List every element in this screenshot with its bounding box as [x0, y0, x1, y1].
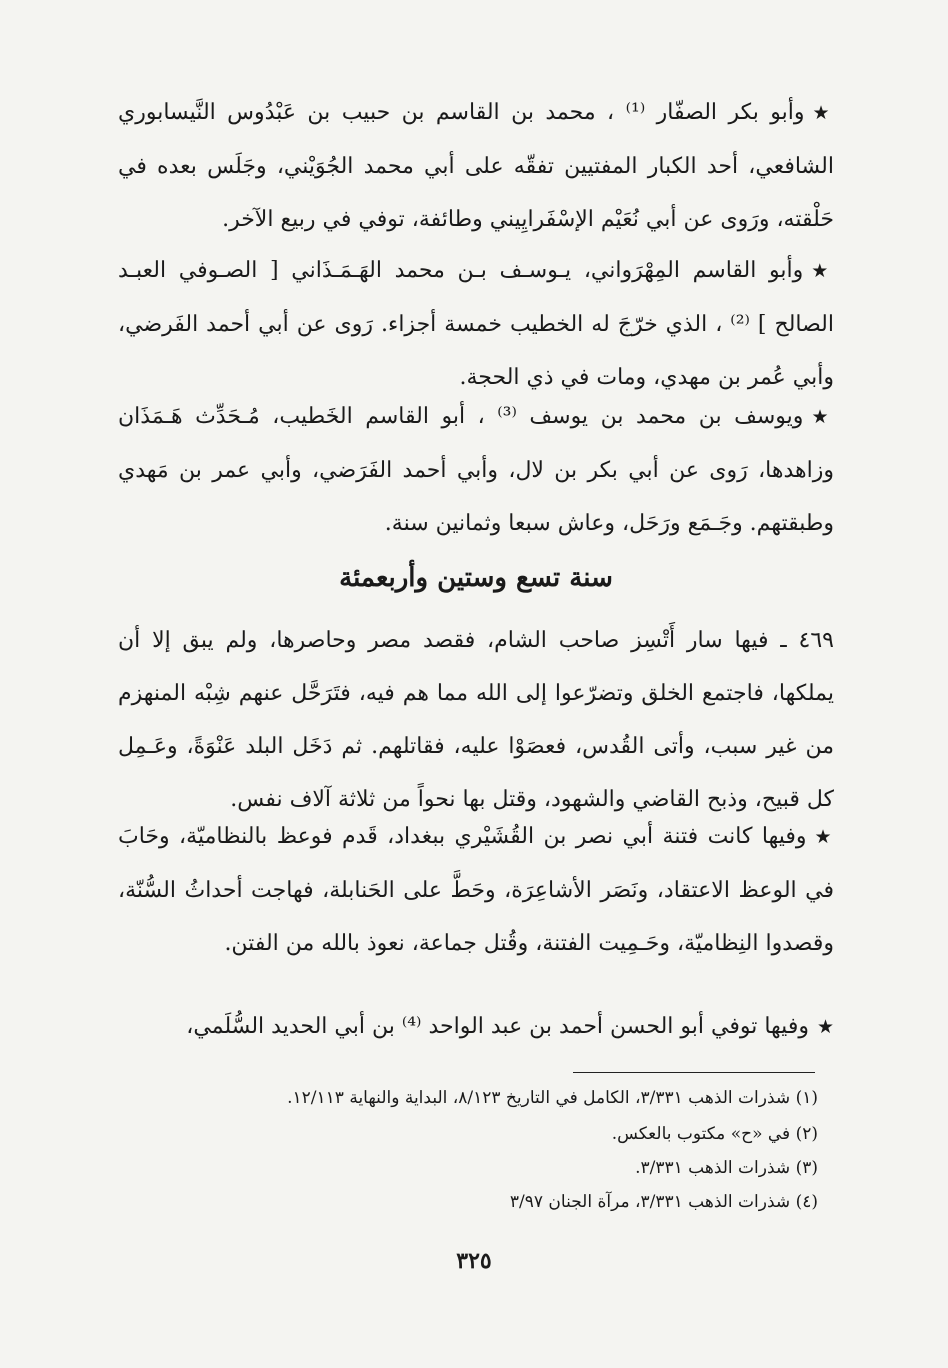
event-text: ـ فيها سار أَتْسِز صاحب الشام، فقصد مصر وحاصرها، ولم يبق إلا أن يملكها، فاجتمع الخلق وتضرّعوا إلى الله مما هم فيه، فتَرَحَّل عنهم شِبْه المنهزم من غير سبب، وأتى القُدس، فعصَوْا عليه، فقاتلهم. ثم دَخَل البلد عَنْوَةً، وعَـمِل كل قبيح، وذبح القاضي والشهود، وقتل بها نحواً من ثلاثة آلاف نفس.: [118, 628, 834, 812]
star-icon: ★: [816, 1016, 834, 1038]
footnote-4: [150, 1191, 818, 1213]
entry-text: ويوسف بن محمد بن يوسف ⁽³⁾ ، أبو القاسم الخَطيب، مُـحَدِّث هَـمَذَان وزاهدها، رَوى عن أبي بكر بن لال، وأبي أحمد الفَرَضي، وأبي عمر بن مَهدي وطبقتهم. وجَـمَع ورَحَل، وعاش سبعا وثمانين سنة.: [118, 404, 834, 536]
star-icon: ★: [812, 102, 834, 124]
year-heading: سنة تسع وستين وأربعمئة: [339, 563, 613, 593]
entry-qushayri: [118, 810, 834, 970]
footnote-1: [150, 1087, 818, 1109]
footnote-divider: [573, 1072, 815, 1073]
entry-text: وأبو بكر الصفّار ⁽¹⁾ ، محمد بن القاسم بن حبيب بن عَبْدُوس النَّيسابوري الشافعي، أحد الكبار المفتيين تفقّه على أبي محمد الجُوَيْني، وجَلَس بعده في حَلْقته، ورَوى عن أبي نُعَيْم الإسْفَرايِيني وطائفة، توفي في ربيع الآخر.: [118, 100, 834, 232]
entry-safar: [118, 86, 834, 246]
entry-text: وفيها توفي أبو الحسن أحمد بن عبد الواحد ⁽⁴⁾ بن أبي الحديد السُّلَمي،: [186, 1014, 809, 1039]
entry-sulami: [118, 1000, 834, 1054]
entry-text: وفيها كانت فتنة أبي نصر بن القُشَيْري ببغداد، قَدم فوعظ بالنظاميّة، وحَابَ في الوعظ الاعتقاد، ونَصَر الأشاعِرَة، وحَطَّ على الحَنابلة، فهاجت أحداثُ السُّنّة، وقصدوا النِظاميّة، وحَـمِيت الفتنة، وقُتل جماعة، نعوذ بالله من الفتن.: [118, 824, 834, 956]
page-number: ٣٢٥: [456, 1248, 492, 1274]
footnote-number: (١): [795, 1088, 818, 1108]
footnote-text: في «ح» مكتوب بالعكس.: [611, 1124, 791, 1144]
star-icon: ★: [811, 406, 834, 428]
footnote-text: شذرات الذهب ٣/٣٣١.: [635, 1158, 791, 1178]
entry-mihrawani: [118, 244, 834, 404]
footnote-number: (٢): [795, 1124, 818, 1144]
event-number: ٤٦٩: [798, 628, 834, 653]
footnote-text: شذرات الذهب ٣/٣٣١، الكامل في التاريخ ٨/١٢٣، البداية والنهاية ١٢/١١٣.: [287, 1088, 791, 1108]
entry-yusuf: [118, 390, 834, 550]
footnote-text: شذرات الذهب ٣/٣٣١، مرآة الجنان ٣/٩٧: [509, 1192, 791, 1212]
footnote-number: (٣): [795, 1158, 818, 1178]
star-icon: ★: [811, 260, 834, 282]
footnote-3: [150, 1157, 818, 1179]
footnote-2: [150, 1123, 818, 1145]
event-469: [118, 614, 834, 826]
footnote-number: (٤): [795, 1192, 818, 1212]
star-icon: ★: [814, 826, 834, 848]
entry-text: وأبو القاسم المِهْرَواني، يـوسـف بـن محمد الهَـمَـذَاني [ الصـوفي العبـد الصالح ] ⁽²⁾ ، الذي خرّجَ له الخطيب خمسة أجزاء. رَوى عن أبي أحمد الفَرضي، وأبي عُمر بن مهدي، ومات في ذي الحجة.: [118, 258, 834, 390]
